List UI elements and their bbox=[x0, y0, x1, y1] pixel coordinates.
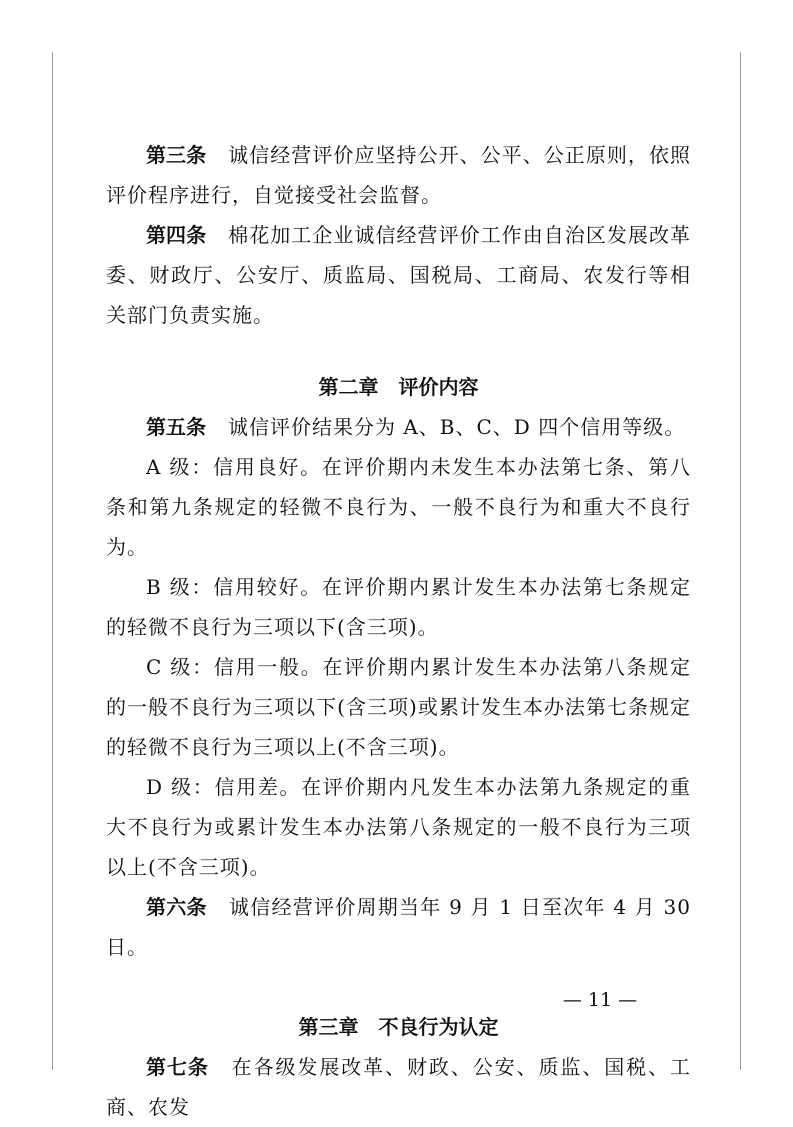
article-3-label: 第三条 bbox=[146, 143, 207, 167]
article-3-text: 诚信经营评价应坚持公开、公平、公正原则，依照评价程序进行，自觉接受社会监督。 bbox=[106, 143, 692, 207]
article-4-label: 第四条 bbox=[146, 223, 207, 247]
article-7-text: 在各级发展改革、财政、公安、质监、国税、工商、农发 bbox=[106, 1055, 691, 1119]
article-5-label: 第五条 bbox=[146, 415, 206, 439]
grade-d-paragraph: D 级：信用差。在评价期内凡发生本办法第九条规定的重大不良行为或累计发生本办法第八条规定的一般不良行为三项以上(不含三项)。 bbox=[106, 775, 691, 879]
grade-b-paragraph: B 级：信用较好。在评价期内累计发生本办法第七条规定的轻微不良行为三项以下(含三项)。 bbox=[106, 575, 691, 639]
chapter-2-title: 评价内容 bbox=[398, 375, 479, 399]
chapter-2-heading bbox=[106, 367, 691, 407]
chapter-2-number: 第二章 bbox=[318, 375, 379, 399]
chapter-3-heading bbox=[106, 1007, 691, 1047]
article-7 bbox=[106, 1047, 691, 1127]
article-4 bbox=[106, 215, 691, 335]
chapter-3-title: 不良行为认定 bbox=[378, 1015, 499, 1039]
article-6-text: 诚信经营评价周期当年 9 月 1 日至次年 4 月 30 日。 bbox=[106, 895, 692, 959]
left-margin-rule bbox=[52, 52, 53, 1070]
article-6-label: 第六条 bbox=[146, 895, 207, 919]
article-3 bbox=[106, 135, 691, 215]
article-4-text: 棉花加工企业诚信经营评价工作由自治区发展改革委、财政厅、公安厅、质监局、国税局、工商局、农发行等相关部门负责实施。 bbox=[106, 223, 692, 327]
grade-c-paragraph: C 级：信用一般。在评价期内累计发生本办法第八条规定的一般不良行为三项以下(含三项)或累计发生本办法第七条规定的轻微不良行为三项以上(不含三项)。 bbox=[106, 655, 691, 759]
article-5-text: 诚信评价结果分为 A、B、C、D 四个信用等级。 bbox=[228, 415, 686, 439]
document-body bbox=[106, 135, 691, 1127]
page-number: — 11 — bbox=[562, 989, 638, 1011]
article-5 bbox=[106, 407, 691, 447]
article-7-label: 第七条 bbox=[146, 1055, 209, 1079]
chapter-3-number: 第三章 bbox=[298, 1015, 359, 1039]
article-6 bbox=[106, 887, 691, 967]
grade-a-paragraph: A 级：信用良好。在评价期内未发生本办法第七条、第八条和第九条规定的轻微不良行为、一般不良行为和重大不良行为。 bbox=[106, 455, 691, 559]
right-margin-rule bbox=[740, 52, 741, 1070]
